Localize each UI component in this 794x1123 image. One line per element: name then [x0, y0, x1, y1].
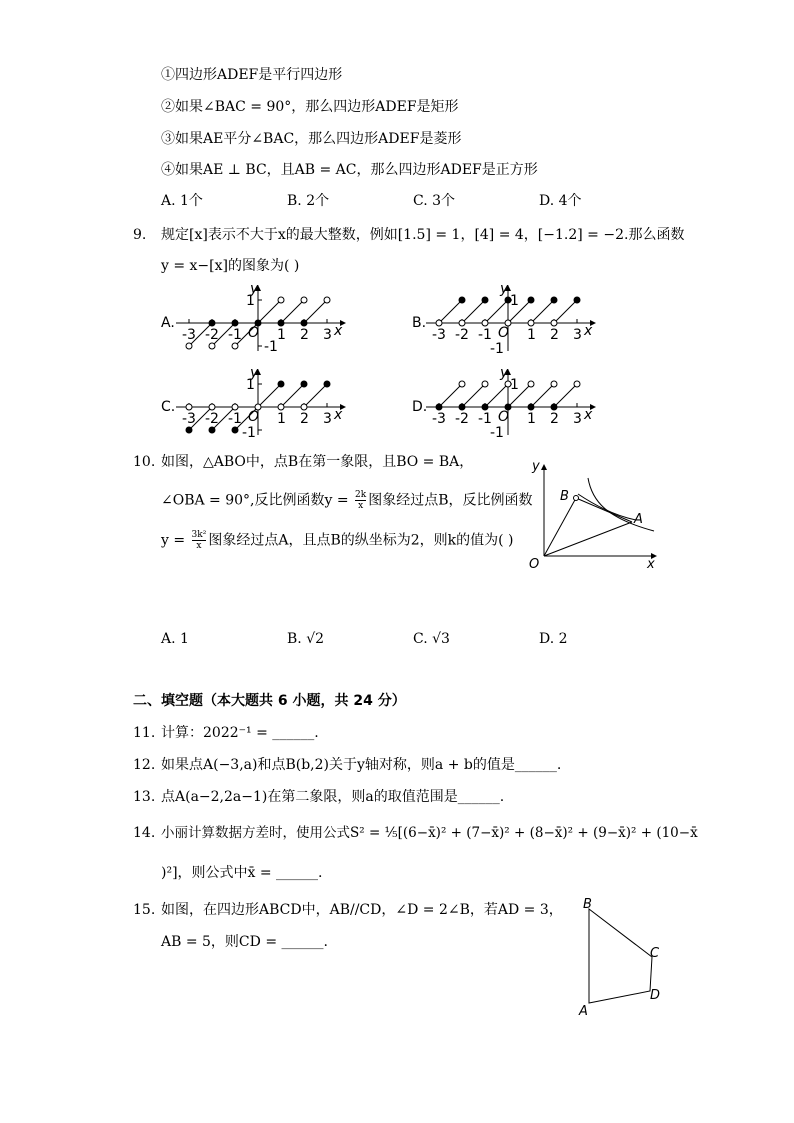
svg-text:y: y: [532, 459, 540, 474]
svg-text:3: 3: [323, 327, 332, 343]
q9-number: 9.: [133, 227, 147, 243]
q12-number: 12.: [133, 757, 156, 773]
graph-a: [176, 281, 346, 355]
fraction-numerator: 3k²: [191, 530, 207, 540]
q8-statement-4: ④如果AE ⊥ BC，且AB = AC，那么四边形ADEF是正方形: [161, 162, 538, 178]
fraction-denominator: x: [196, 541, 202, 551]
svg-text:-2: -2: [455, 411, 469, 427]
svg-text:-3: -3: [182, 411, 196, 427]
svg-text:-3: -3: [432, 327, 446, 343]
svg-text:1: 1: [510, 293, 519, 309]
svg-text:1: 1: [277, 327, 286, 343]
svg-text:-1: -1: [228, 411, 242, 427]
q10-text-line1: 如图，△ABO中，点B在第一象限，且BO = BA，: [161, 454, 474, 470]
option-a: A. 1个: [161, 193, 203, 209]
svg-text:O: O: [248, 409, 260, 425]
svg-text:-1: -1: [264, 339, 278, 355]
svg-text:O: O: [498, 409, 510, 425]
graph-b-label: B.: [412, 315, 427, 331]
q10-figure: [526, 456, 666, 576]
svg-text:-2: -2: [205, 411, 219, 427]
svg-text:y: y: [500, 365, 509, 381]
q14-text-line2: )²]，则公式中x̄ = ______.: [161, 865, 323, 881]
svg-text:-1: -1: [478, 411, 492, 427]
svg-text:-1: -1: [490, 425, 504, 441]
svg-text:O: O: [248, 325, 260, 341]
svg-text:x: x: [334, 407, 343, 423]
svg-text:y: y: [500, 281, 509, 297]
q14-number: 14.: [133, 825, 156, 841]
graph-a-label: A.: [161, 315, 175, 331]
svg-text:x: x: [584, 407, 593, 423]
q13-number: 13.: [133, 789, 156, 805]
graph-c-label: C.: [161, 399, 176, 415]
q10-text-line3: y = $\frac{\text{3k²}}{x}$ 图象经过点A，且点B的纵坐标为2，则k的值为( ): [161, 530, 514, 551]
svg-text:1: 1: [527, 411, 536, 427]
option-a: A. 1: [161, 631, 189, 647]
svg-text:A: A: [634, 512, 643, 527]
option-b: B. √2: [287, 631, 325, 647]
q8-statement-3: ③如果AE平分∠BAC，那么四边形ADEF是菱形: [161, 131, 462, 147]
q9-graphs: [0, 0, 794, 450]
q11-number: 11.: [133, 725, 156, 741]
x-axis-label: x: [334, 323, 343, 339]
q15-number: 15.: [133, 902, 156, 918]
svg-text:1: 1: [277, 411, 286, 427]
svg-text:D: D: [650, 988, 661, 1003]
graph-d-label: D.: [412, 399, 428, 415]
svg-text:3: 3: [573, 327, 582, 343]
q15-figure: [572, 895, 682, 1020]
svg-text:O: O: [529, 557, 540, 572]
option-c: C. √3: [413, 631, 450, 647]
graph-c: [176, 365, 346, 441]
svg-text:1: 1: [246, 377, 255, 393]
svg-text:-1: -1: [228, 327, 242, 343]
svg-text:B: B: [560, 489, 569, 504]
q15-text-line1: 如图，在四边形ABCD中，AB//CD，∠D = 2∠B，若AD = 3，: [161, 902, 563, 918]
svg-text:-3: -3: [432, 411, 446, 427]
q10-text-line2: ∠OBA = 90°,反比例函数y = $\frac{2k}{x}$ 图象经过点B，反比例函数: [161, 490, 533, 511]
svg-text:-2: -2: [205, 327, 219, 343]
svg-text:-3: -3: [182, 327, 196, 343]
graph-d: [426, 365, 596, 441]
svg-text:C: C: [650, 946, 660, 961]
svg-text:x: x: [647, 557, 655, 572]
option-d: D. 2: [539, 631, 568, 647]
option-c: C. 3个: [413, 193, 456, 209]
q8-statement-1: ①四边形ADEF是平行四边形: [161, 67, 343, 83]
svg-text:1: 1: [510, 377, 519, 393]
svg-text:1: 1: [246, 293, 255, 309]
svg-text:1: 1: [527, 327, 536, 343]
graph-b: [426, 281, 596, 357]
svg-text:2: 2: [300, 327, 309, 343]
q9-text-line1: 规定[x]表示不大于x的最大整数，例如[1.5] = 1，[4] = 4，[−1.2] = −2.那么函数: [161, 227, 685, 243]
svg-text:y: y: [250, 365, 259, 381]
q12-text: 如果点A(−3,a)和点B(b,2)关于y轴对称，则a + b的值是______.: [161, 757, 562, 773]
option-d: D. 4个: [539, 193, 582, 209]
svg-text:B: B: [583, 897, 592, 912]
svg-text:3: 3: [573, 411, 582, 427]
svg-text:-1: -1: [490, 341, 504, 357]
svg-text:2: 2: [300, 411, 309, 427]
q10-number: 10.: [133, 454, 156, 470]
svg-text:-1: -1: [242, 425, 256, 441]
q15-text-line2: AB = 5，则CD = ______.: [161, 934, 328, 950]
option-b: B. 2个: [287, 193, 330, 209]
y-axis-label: y: [250, 281, 259, 297]
svg-text:-1: -1: [478, 327, 492, 343]
svg-text:2: 2: [550, 327, 559, 343]
fraction-denominator: x: [358, 501, 364, 511]
q14-text-line1: 小丽计算数据方差时，使用公式S² = ⅕[(6−x̄)² + (7−x̄)² + (8−x̄)² + (9−x̄)² + (10−x̄: [161, 825, 698, 841]
svg-text:O: O: [498, 325, 510, 341]
q8-statement-2: ②如果∠BAC = 90°，那么四边形ADEF是矩形: [161, 99, 459, 115]
fraction-numerator: 2k: [355, 490, 367, 500]
q9-text-line2: y = x−[x]的图象为( ): [161, 258, 300, 274]
svg-text:3: 3: [323, 411, 332, 427]
q13-text: 点A(a−2,2a−1)在第二象限，则a的取值范围是______.: [161, 789, 505, 805]
q11-text: 计算：2022⁻¹ = ______.: [161, 725, 319, 741]
svg-text:-2: -2: [455, 327, 469, 343]
svg-text:2: 2: [550, 411, 559, 427]
svg-text:x: x: [584, 323, 593, 339]
section-title: 二、填空题（本大题共 6 小题，共 24 分）: [133, 693, 406, 709]
svg-text:A: A: [579, 1004, 588, 1019]
